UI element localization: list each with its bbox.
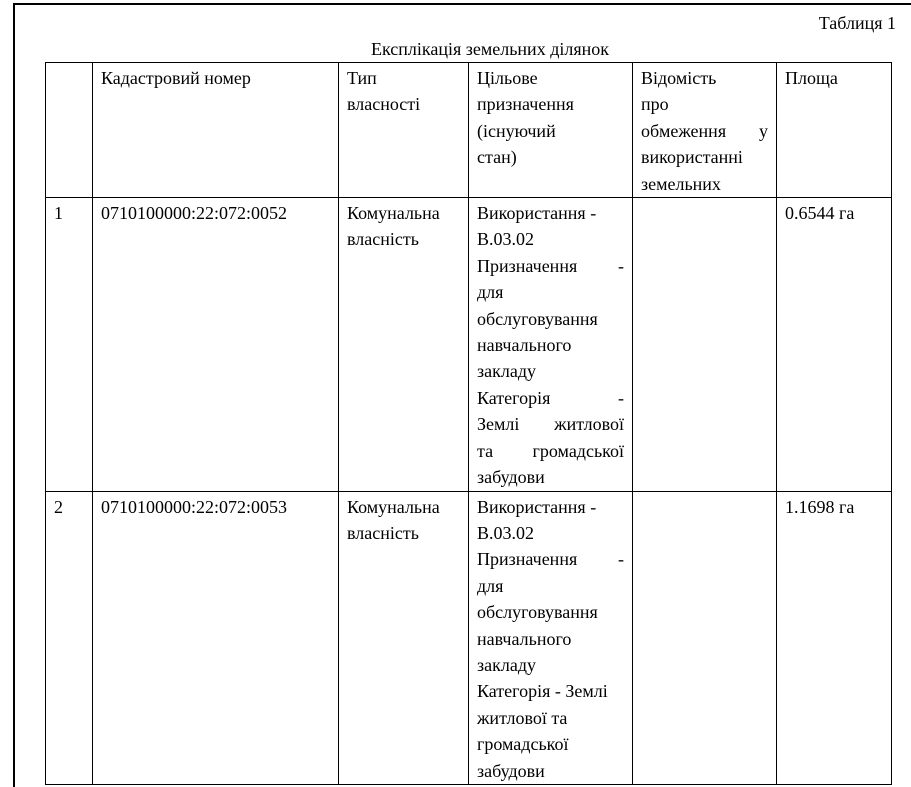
ownership-line: власність (347, 522, 419, 543)
cadastral-number: 0710100000:22:072:0053 (93, 491, 339, 784)
purpose-line: для (477, 575, 504, 596)
purpose-line: Використання - (477, 203, 597, 224)
purpose-line: Призначення - (477, 255, 624, 276)
header-restrictions-line: про (641, 94, 669, 115)
area: 1.1698 га (777, 491, 892, 784)
header-purpose-line: стан) (477, 147, 517, 168)
header-restrictions-line: обмеження у (641, 120, 768, 141)
ownership-type (339, 198, 469, 491)
purpose-line: громадської (477, 734, 569, 755)
header-number (46, 63, 93, 198)
table-row (46, 198, 892, 491)
purpose-line: навчального (477, 628, 572, 649)
purpose-line: обслуговування (477, 602, 598, 623)
table-row (46, 491, 892, 784)
header-restrictions-line: Відомість (641, 68, 717, 88)
header-purpose-line: призначення (477, 94, 574, 115)
purpose-line: закладу (477, 654, 536, 675)
ownership-line: Комунальна (347, 203, 440, 224)
purpose (469, 198, 633, 491)
purpose-line: забудови (477, 760, 545, 781)
table-header-row (46, 63, 892, 198)
land-plots-table (45, 62, 892, 785)
area: 0.6544 га (777, 198, 892, 491)
purpose-line: навчального (477, 335, 572, 356)
purpose-line: Призначення - (477, 549, 624, 570)
header-ownership-type (339, 63, 469, 198)
page-frame-top (13, 3, 911, 5)
table-title: Експлікація земельних ділянок (370, 39, 609, 59)
header-restrictions-line: використанні (641, 147, 743, 168)
purpose-line: для (477, 282, 504, 303)
purpose-line: Категорія - Землі (477, 681, 608, 702)
purpose-line: Категорія - (477, 387, 624, 408)
purpose-line: закладу (477, 361, 536, 382)
restrictions (633, 491, 777, 784)
ownership-line: власність (347, 229, 419, 250)
header-restrictions (633, 63, 777, 198)
header-ownership-line: власності (347, 94, 421, 115)
purpose-line: та громадської (477, 440, 624, 461)
cadastral-number: 0710100000:22:072:0052 (93, 198, 339, 491)
header-purpose-line: (існуючий (477, 120, 556, 141)
purpose-line: В.03.02 (477, 522, 535, 543)
restrictions (633, 198, 777, 491)
header-restrictions-line: земельних (641, 173, 721, 194)
header-purpose (469, 63, 633, 198)
header-purpose-line: Цільове (477, 68, 538, 88)
purpose-line: Використання - (477, 496, 597, 517)
row-number: 1 (46, 198, 93, 491)
page-frame-left (13, 3, 15, 787)
purpose-line: житлової та (477, 707, 568, 728)
ownership-type (339, 491, 469, 784)
header-cadastral-number: Кадастровий номер (93, 63, 339, 198)
purpose-line: В.03.02 (477, 229, 535, 250)
header-area: Площа (777, 63, 892, 198)
row-number: 2 (46, 491, 93, 784)
purpose-line: обслуговування (477, 308, 598, 329)
purpose-line: забудови (477, 467, 545, 488)
purpose (469, 491, 633, 784)
header-ownership-line: Тип (347, 68, 377, 88)
purpose-line: Землі житлової (477, 414, 624, 435)
ownership-line: Комунальна (347, 496, 440, 517)
table-number: Таблиця 1 (818, 13, 896, 33)
